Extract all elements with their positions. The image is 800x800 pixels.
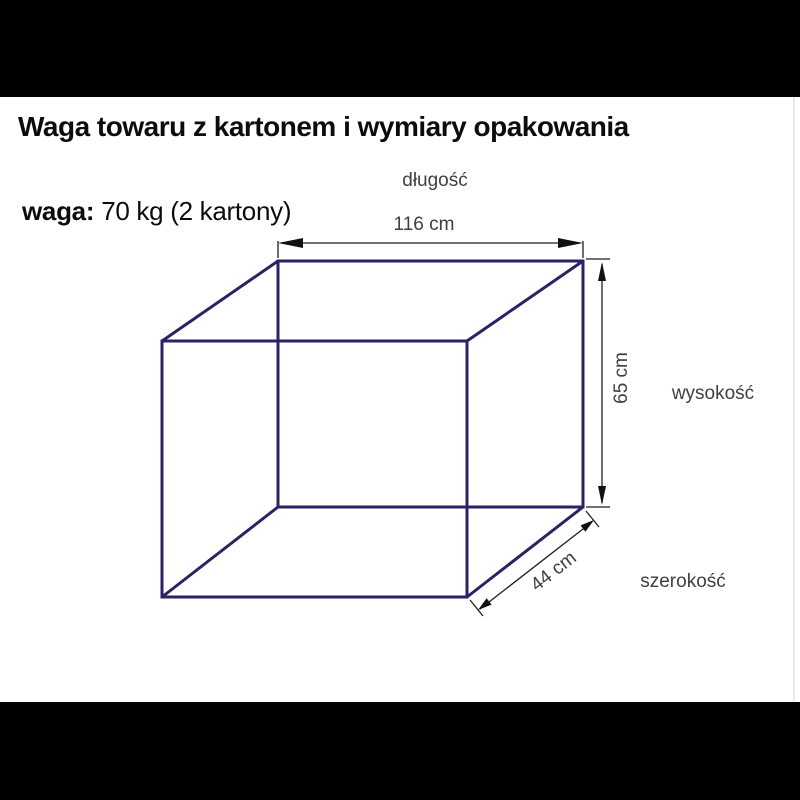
height-value: 65 cm	[611, 352, 632, 404]
length-arrowhead-right	[558, 238, 583, 248]
length-label: długość	[402, 170, 468, 191]
cube-rear-face	[278, 261, 583, 507]
cube-edge-top-left	[162, 261, 278, 341]
length-dimension	[278, 241, 583, 258]
length-value: 116 cm	[393, 214, 455, 235]
width-arrowhead-bottom	[478, 598, 492, 610]
weight-value: 70 kg (2 kartony)	[101, 196, 292, 226]
length-arrowhead-left	[278, 238, 303, 248]
height-dimension	[586, 259, 610, 507]
cube-edges	[162, 261, 583, 597]
width-label: szerokość	[640, 571, 726, 592]
weight-label: waga:	[22, 196, 95, 226]
height-arrowhead-top	[598, 262, 606, 281]
height-arrowhead-bottom	[598, 486, 606, 505]
height-label: wysokość	[671, 383, 755, 404]
cube-front-face	[162, 341, 467, 597]
cube-edge-bottom-left	[162, 507, 278, 597]
page-title: Waga towaru z kartonem i wymiary opakowania	[18, 111, 629, 142]
width-value: 44 cm	[526, 547, 581, 596]
cube-edge-top-right	[467, 261, 583, 341]
